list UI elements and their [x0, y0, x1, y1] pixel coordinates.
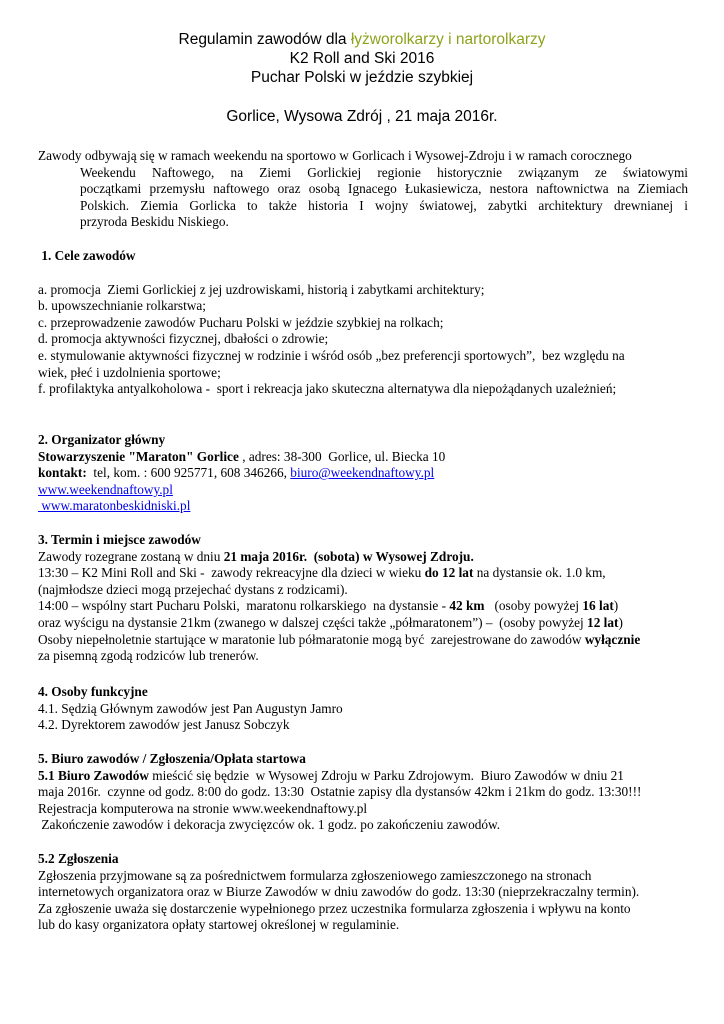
list-item: c. przeprowadzenie zawodów Pucharu Polski w jeździe szybkiej na rolkach;	[38, 314, 444, 330]
section-goals	[38, 248, 688, 398]
contact-line: kontakt: tel, kom. : 600 925771, 608 346266, biuro@weekendnaftowy.pl	[38, 465, 435, 481]
list-item: e. stymulowanie aktywności fizycznej w rodzinie i wśród osób „bez preferencji sportowych”, bez względu na	[38, 347, 625, 363]
website-link-maraton[interactable]: www.maratonbeskidniski.pl	[38, 498, 191, 514]
section-officials: 4. Osoby funkcyjne 4.1. Sędzią Głównym zawodów jest Pan Augustyn Jamro 4.2. Dyrektorem zawodów jest Janusz Sobczyk	[38, 684, 688, 734]
list-item: b. upowszechnianie rolkarstwa;	[38, 298, 207, 314]
section-heading: 4. Osoby funkcyjne	[38, 684, 148, 699]
section-organizer	[38, 432, 688, 515]
list-item: d. promocja aktywności fizycznej, dbałości o zdrowie;	[38, 331, 329, 347]
title-highlight: łyżworolkarzy i nartorolkarzy	[350, 31, 546, 48]
section-heading: 5. Biuro zawodów / Zgłoszenia/Opłata startowa	[38, 751, 306, 766]
event-name: K2 Roll and Ski 2016	[289, 50, 435, 67]
organizer-line: Stowarzyszenie "Maraton" Gorlice , adres: 38-300 Gorlice, ul. Biecka 10	[38, 448, 446, 464]
subsection-heading: 5.2 Zgłoszenia	[38, 850, 119, 866]
list-item: f. profilaktyka antyalkoholowa - sport i rekreacja jako skuteczna alternatywa dla niepożądanych uzależnień;	[38, 381, 617, 397]
document-title: Regulamin zawodów dla łyżworolkarzy i nartorolkarzy	[178, 31, 546, 48]
email-link[interactable]: biuro@weekendnaftowy.pl	[290, 465, 435, 481]
document-header	[0, 30, 724, 126]
website-link[interactable]: www.weekendnaftowy.pl	[38, 481, 173, 497]
section-heading: 1. Cele zawodów	[38, 248, 136, 263]
intro-paragraph: Zawody odbywają się w ramach weekendu na sportowo w Gorlicach i Wysowej-Zdroju i w ramach corocznego Weekendu Naftowego, na Ziemi Gorlickiej regionie historycznie związanym ze światowymi początkami przemysłu naftowego oraz osobą Ignacego Łukasiewicza, nestora naftownictwa na Ziemiach Polskich. Ziemia Gorlicka to także historia I wojny światowej, zabytki architektury drewnianej i przyroda Beskidu Niskiego.	[38, 148, 688, 230]
list-item-continuation: wiek, płeć i uzdolnienia sportowe;	[38, 364, 221, 380]
section-heading: 2. Organizator główny	[38, 432, 166, 447]
section-office-registration: 5. Biuro zawodów / Zgłoszenia/Opłata startowa 5.1 Biuro Zawodów mieścić się będzie w Wysowej Zdroju w Parku Zdrojowym. Biuro Zawodów w dniu 21 maja 2016r. czynne od godz. 8:00 do godz. 13:30 Ostatnie zapisy dla dystansów 42km i 21km do godz. 13:30!!! Rejestracja komputerowa na stronie www.weekendnaftowy.pl Zakończenie zawodów i dekoracja zwycięzców ok. 1 godz. po zakończeniu zawodów. 5.2 Zgłoszenia Zgłoszenia przyjmowane są za pośrednictwem formularza zgłoszeniowego zamieszczonego na stronach internetowych organizatora oraz w Biurze Zawodów w dniu zawodów do godz. 13:30 (nieprzekraczalny termin). Za zgłoszenie uważa się dostarczenie wypełnionego przez uczestnika formularza zgłoszenia i wpływu na konto lub do kasy organizatora opłaty startowej określonej w regulaminie.	[38, 751, 688, 934]
list-item: a. promocja Ziemi Gorlickiej z jej uzdrowiskami, historią i zabytkami architektury;	[38, 281, 485, 297]
event-subtitle: Puchar Polski w jeździe szybkiej	[250, 69, 474, 86]
organizer-name: Stowarzyszenie "Maraton" Gorlice	[38, 448, 239, 464]
section-heading: 3. Termin i miejsce zawodów	[38, 532, 201, 547]
event-location-date: Gorlice, Wysowa Zdrój , 21 maja 2016r.	[226, 108, 498, 125]
section-date-place: 3. Termin i miejsce zawodów Zawody rozegrane zostaną w dniu 21 maja 2016r. (sobota) w Wysowej Zdroju. 13:30 – K2 Mini Roll and Ski - zawody rekreacyjne dla dzieci w wieku do 12 lat na dystansie ok. 1.0 km, (najmłodsze dzieci mogą przejechać dystans z rodzicami). 14:00 – wspólny start Pucharu Polski, maratonu rolkarskiego na dystansie - 42 km (osoby powyżej 16 lat) oraz wyścigu na dystansie 21km (zwanego w dalszej części także „półmaratonem”) – (osoby powyżej 12 lat) Osoby niepełnoletnie startujące w maratonie lub półmaratonie mogą być zarejestrowane do zawodów wyłącznie za pisemną zgodą rodziców lub trenerów.	[38, 532, 688, 665]
